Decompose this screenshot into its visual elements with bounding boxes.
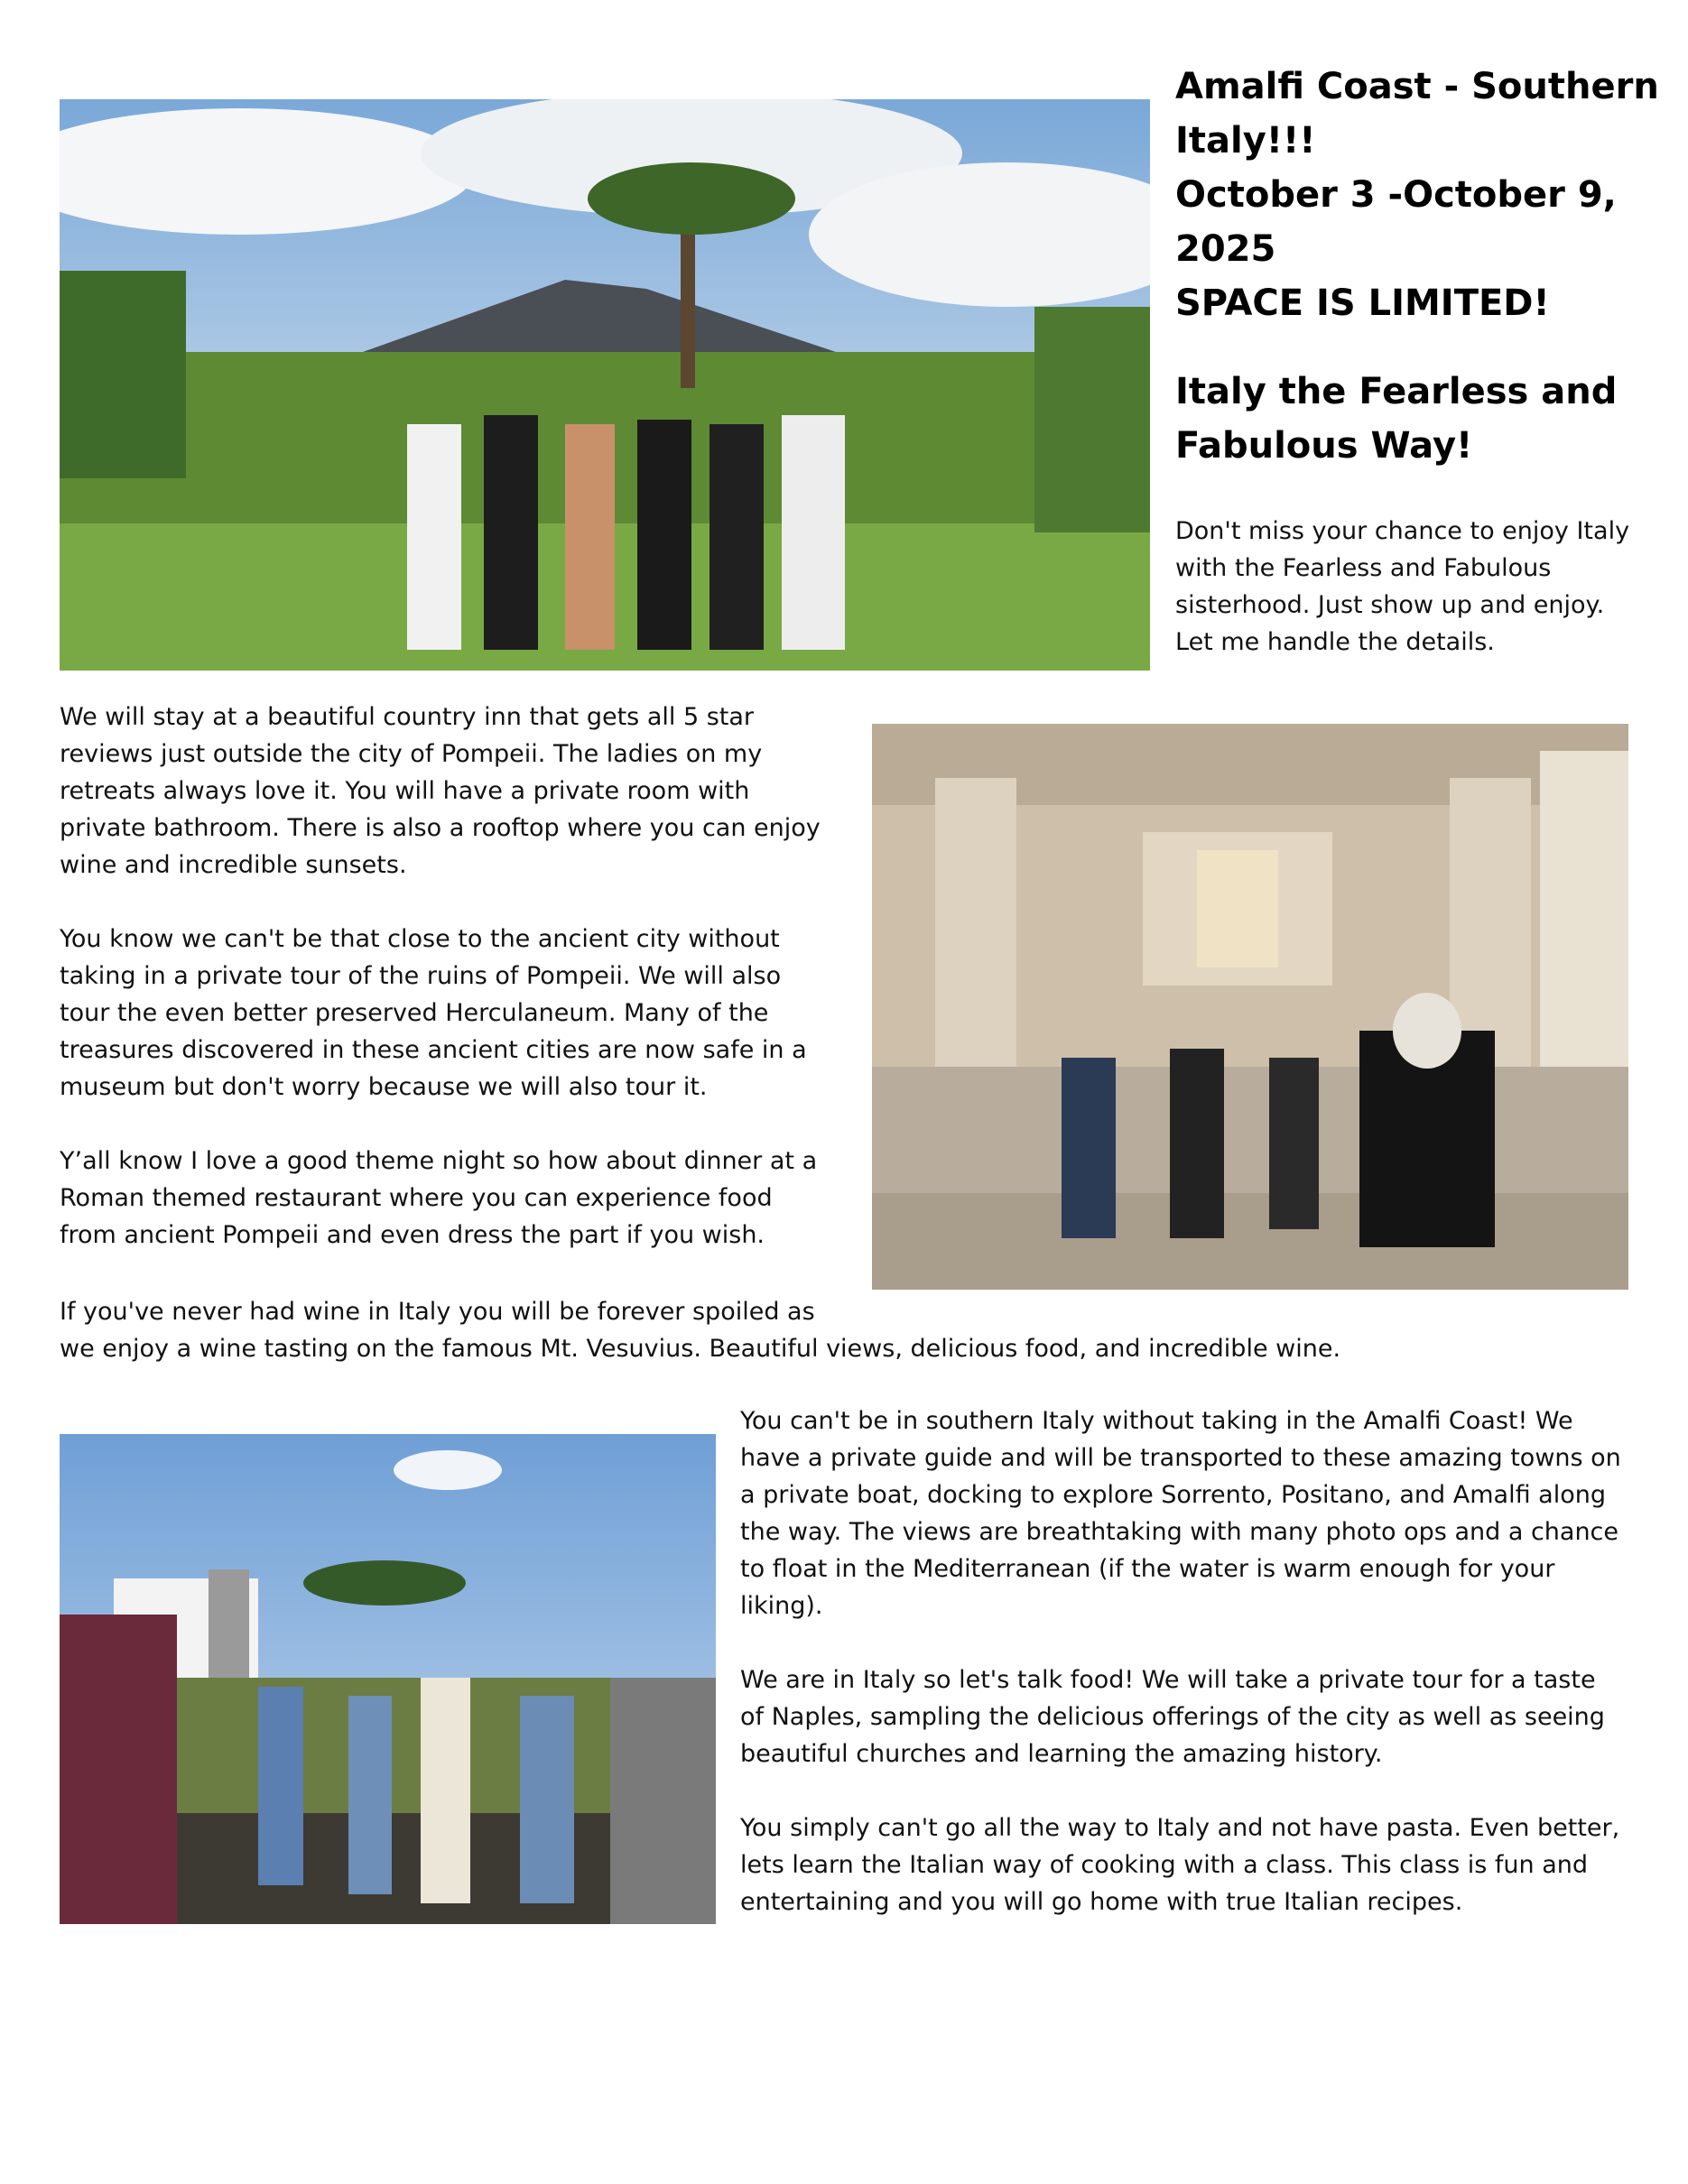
wine-paragraph (60, 1293, 1359, 1367)
title-line: 2025 (1175, 228, 1276, 270)
subtitle-line: Italy the Fearless and (1175, 371, 1618, 412)
intro-line: with the Fearless and Fabulous (1175, 554, 1552, 582)
text-line: liking). (740, 1592, 823, 1620)
naples-food-paragraph (740, 1661, 1634, 1772)
text-line: entertaining and you will go home with true Italian recipes. (740, 1888, 1463, 1916)
pompeii-paragraph (60, 921, 872, 1106)
intro-line: sisterhood. Just show up and enjoy. (1175, 591, 1605, 619)
text-line: to float in the Mediterranean (if the water is warm enough for your (740, 1555, 1555, 1583)
text-line: lets learn the Italian way of cooking with a class. This class is fun and (740, 1851, 1589, 1879)
text-line: tour the even better preserved Herculaneum. Many of the (60, 999, 769, 1027)
text-line: the way. The views are breathtaking with many photo ops and a chance (740, 1518, 1619, 1546)
text-line: retreats always love it. You will have a private room with (60, 777, 750, 805)
intro-line: Don't miss your chance to enjoy Italy (1175, 517, 1630, 545)
subtitle-line: Fabulous Way! (1175, 425, 1473, 467)
text-line: You know we can't be that close to the ancient city without (60, 925, 780, 953)
text-line: from ancient Pompeii and even dress the part if you wish. (60, 1221, 765, 1249)
title-line: SPACE IS LIMITED! (1175, 282, 1550, 324)
text-line: You can't be in southern Italy without taking in the Amalfi Coast! We (740, 1407, 1573, 1435)
text-line: we enjoy a wine tasting on the famous Mt. Vesuvius. Beautiful views, delicious food, and incredible wine. (60, 1335, 1341, 1363)
theme-night-paragraph (60, 1143, 872, 1254)
text-line: taking in a private tour of the ruins of Pompeii. We will also (60, 962, 782, 990)
title-line: October 3 -October 9, (1175, 174, 1617, 216)
text-line: wine and incredible sunsets. (60, 851, 407, 879)
text-line: You simply can't go all the way to Italy and not have pasta. Even better, (740, 1814, 1620, 1842)
text-line: treasures discovered in these ancient cities are now safe in a (60, 1036, 807, 1064)
event-title (1175, 60, 1663, 330)
text-line: reviews just outside the city of Pompeii. The ladies on my (60, 740, 763, 768)
photo-palace-staircase (872, 724, 1628, 1290)
lodging-paragraph (60, 699, 872, 884)
text-line: Roman themed restaurant where you can experience food (60, 1184, 773, 1212)
text-line: a private boat, docking to explore Sorrento, Positano, and Amalfi along (740, 1481, 1606, 1509)
text-line: have a private guide and will be transported to these amazing towns on (740, 1444, 1621, 1472)
pasta-class-paragraph (740, 1809, 1634, 1920)
event-subtitle (1175, 365, 1663, 473)
photo-winery-group (60, 1434, 716, 1924)
text-line: If you've never had wine in Italy you will be forever spoiled as (60, 1298, 815, 1326)
title-line: Italy!!! (1175, 120, 1316, 162)
amalfi-paragraph (740, 1402, 1634, 1624)
text-line: Y’all know I love a good theme night so how about dinner at a (60, 1147, 818, 1175)
text-line: beautiful churches and learning the amazing history. (740, 1740, 1383, 1768)
intro-line: Let me handle the details. (1175, 628, 1495, 656)
text-line: We are in Italy so let's talk food! We will take a private tour for a taste (740, 1666, 1596, 1694)
right-column-text (740, 1402, 1634, 1920)
photo-vesuvius-group (60, 99, 1150, 671)
text-line: We will stay at a beautiful country inn that gets all 5 star (60, 703, 755, 731)
text-line: of Naples, sampling the delicious offerings of the city as well as seeing (740, 1703, 1605, 1731)
left-column-text (60, 699, 872, 1254)
text-line: private bathroom. There is also a rooftop where you can enjoy (60, 814, 821, 842)
text-line: museum but don't worry because we will also tour it. (60, 1073, 708, 1101)
title-line: Amalfi Coast - Southern (1175, 66, 1659, 107)
intro-paragraph (1175, 513, 1663, 661)
